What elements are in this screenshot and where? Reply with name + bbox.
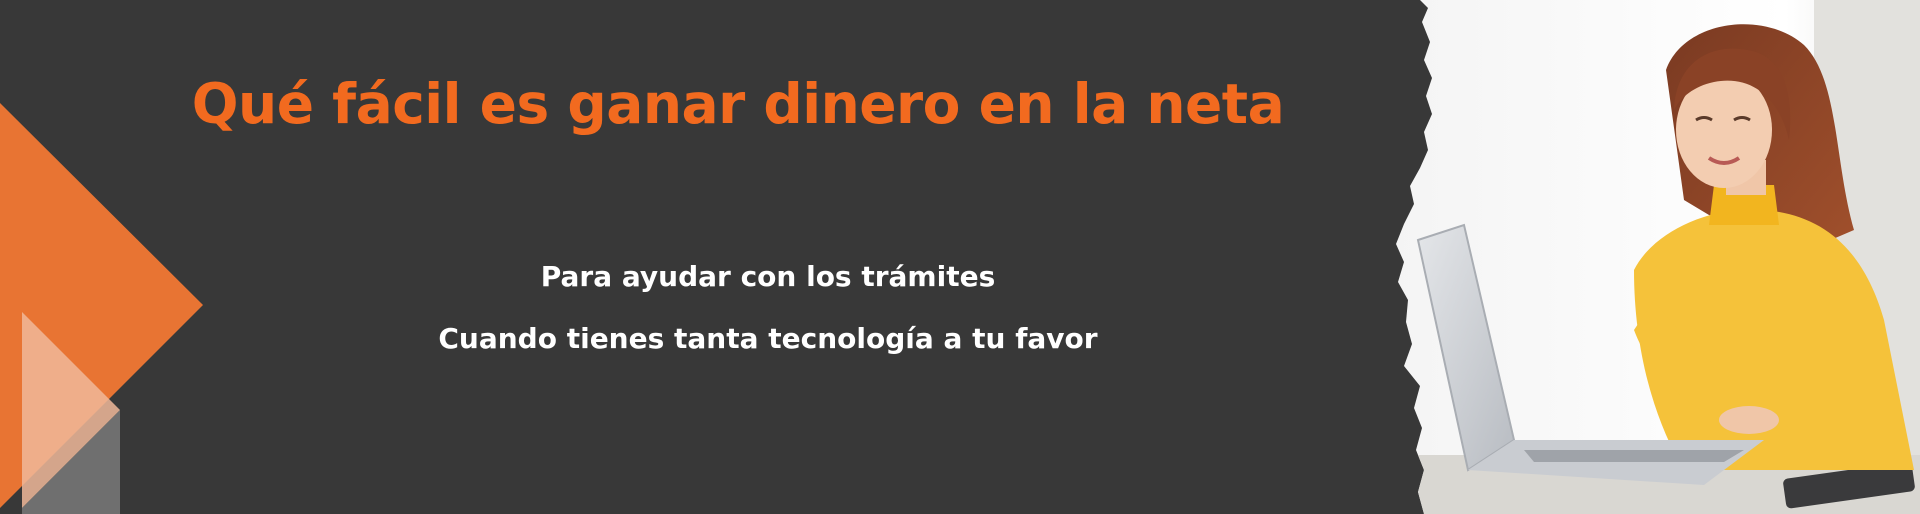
- woman-with-laptop-photo: [1384, 0, 1920, 514]
- subtitle-line-1: Para ayudar con los trámites: [540, 260, 996, 293]
- headline: Qué fácil es ganar dinero en la neta: [191, 72, 1285, 136]
- subtitle-line-2: Cuando tienes tanta tecnología a tu favor: [438, 322, 1098, 355]
